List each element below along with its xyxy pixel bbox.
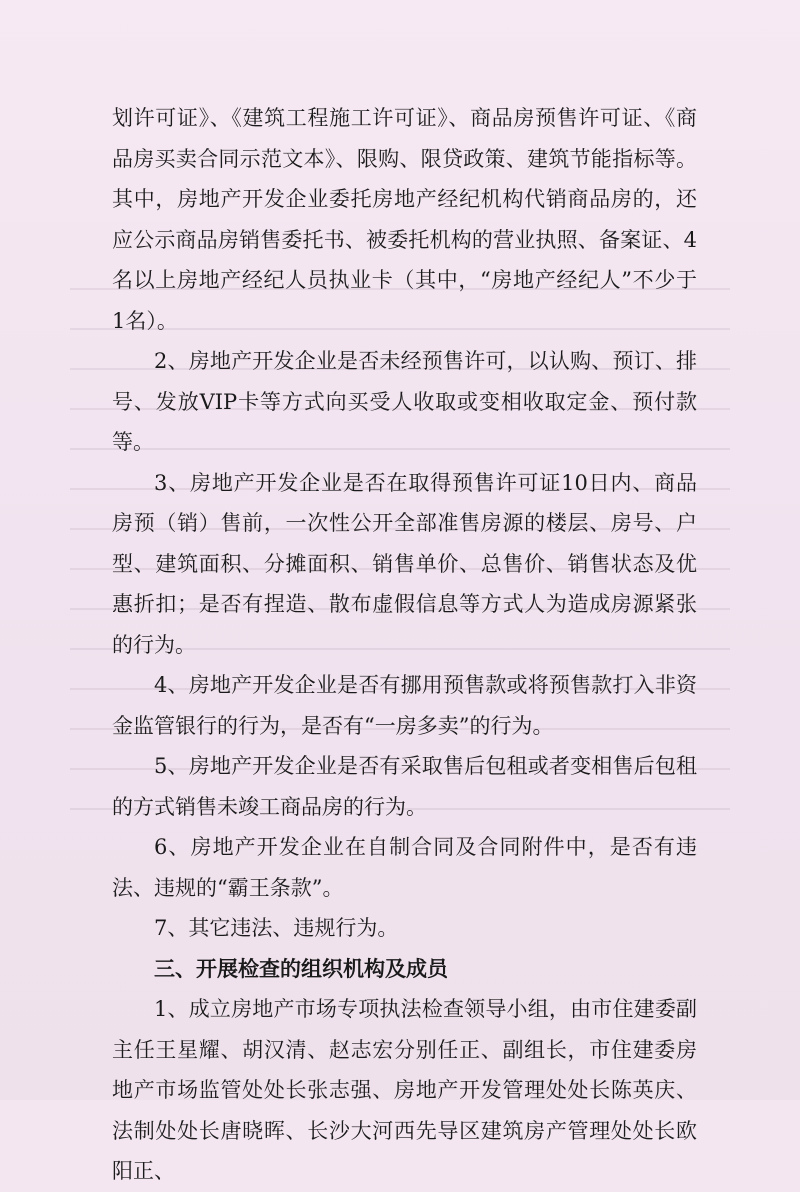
paragraph-item-6: 6、房地产开发企业在自制合同及合同附件中，是否有违法、违规的“霸王条款”。 bbox=[112, 835, 697, 900]
paragraph-item-4: 4、房地产开发企业是否有挪用预售款或将预售款打入非资金监管银行的行为，是否有“一房多卖”的行为。 bbox=[112, 673, 697, 738]
paragraph-org-1: 1、成立房地产市场专项执法检查领导小组，由市住建委副主任王星耀、胡汉清、赵志宏分别任正、副组长，市住建委房地产市场监管处处长张志强、房地产开发管理处处长陈英庆、法制处处长唐晓晖、长沙大河西先导区建筑房产管理处处长欧阳正、 bbox=[112, 997, 697, 1183]
paragraph-item-3: 3、房地产开发企业是否在取得预售许可证10日内、商品房预（销）售前，一次性公开全部准售房源的楼层、房号、户型、建筑面积、分摊面积、销售单价、总售价、销售状态及优惠折扣；是否有捏造、散布虚假信息等方式人为造成房源紧张的行为。 bbox=[112, 470, 697, 657]
section-heading: 三、开展检查的组织机构及成员 bbox=[154, 955, 448, 981]
paragraph-item-5: 5、房地产开发企业是否有采取售后包租或者变相售后包租的方式销售未竣工商品房的行为。 bbox=[112, 754, 697, 819]
paragraph-continuation: 划许可证》、《建筑工程施工许可证》、商品房预售许可证、《商品房买卖合同示范文本》、限购、限贷政策、建筑节能指标等。其中，房地产开发企业委托房地产经纪机构代销商品房的，还应公示商品房销售委托书、被委托机构的营业执照、备案证、4名以上房地产经纪人员执业卡（其中，“房地产经纪人”不少于 1名）。 bbox=[112, 106, 697, 333]
paragraph-item-2: 2、房地产开发企业是否未经预售许可，以认购、预订、排号、发放VIP卡等方式向买受人收取或变相收取定金、预付款等。 bbox=[112, 349, 697, 454]
document-body bbox=[112, 98, 697, 1192]
paragraph-item-7: 7、其它违法、违规行为。 bbox=[154, 916, 399, 940]
